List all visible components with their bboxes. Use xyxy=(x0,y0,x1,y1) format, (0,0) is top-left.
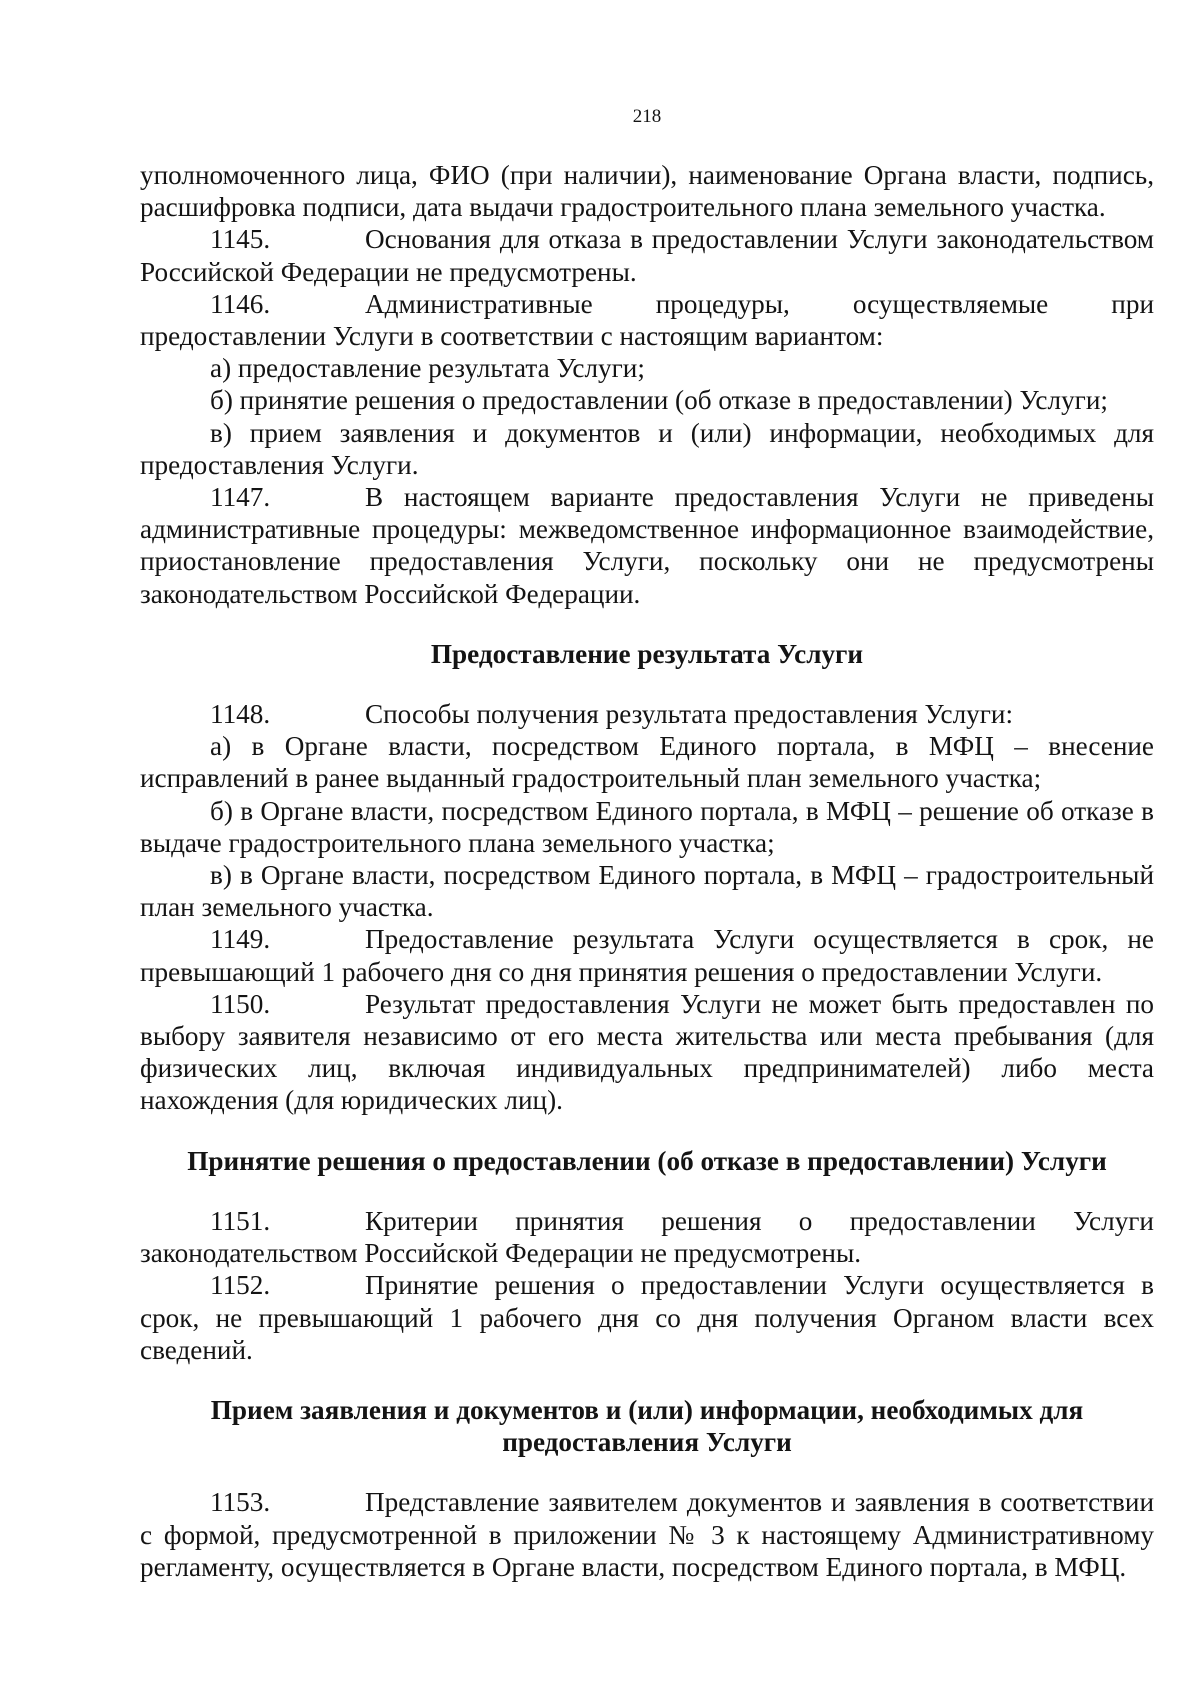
numbered-paragraph xyxy=(140,288,1154,352)
paragraph xyxy=(140,384,1154,416)
paragraph xyxy=(140,352,1154,384)
paragraph-number: 1146. xyxy=(210,288,271,319)
paragraph-text: Административные процедуры, осуществляемые при предоставлении Услуги в соответствии с настоящим вариантом: xyxy=(140,288,1154,352)
paragraph-number: 1147. xyxy=(210,482,271,513)
paragraph-number: 1150. xyxy=(210,988,271,1019)
numbered-paragraph xyxy=(140,481,1154,610)
paragraph-text: Принятие решения о предоставлении Услуги осуществляется в срок, не превышающий 1 рабочего дня со дня получения Органом власти всех сведений. xyxy=(140,1270,1154,1365)
paragraph-text: а) в Органе власти, посредством Единого портала, в МФЦ – внесение исправлений в ранее выданный градостроительный план земельного участка; xyxy=(140,731,1154,794)
paragraph-number: 1145. xyxy=(210,224,271,255)
paragraph-text: Основания для отказа в предоставлении Услуги законодательством Российской Федерации не предусмотрены. xyxy=(140,224,1154,287)
section-intro xyxy=(140,159,1154,610)
heading-decision: Принятие решения о предоставлении (об отказе в предоставлении) Услуги xyxy=(187,1145,1107,1176)
paragraph-text: в) в Органе власти, посредством Единого портала, в МФЦ – градостроительный план земельного участка. xyxy=(140,860,1154,923)
paragraph xyxy=(140,795,1154,859)
paragraph-number: 1149. xyxy=(210,924,271,955)
page-number: 218 xyxy=(632,106,662,127)
heading-result: Предоставление результата Услуги xyxy=(430,638,864,669)
numbered-paragraph xyxy=(140,223,1154,287)
numbered-paragraph xyxy=(140,1269,1154,1366)
paragraph-text: Критерии принятия решения о предоставлении Услуги законодательством Российской Федерации не предусмотрены. xyxy=(140,1205,1154,1269)
paragraph xyxy=(140,730,1154,794)
paragraph xyxy=(140,859,1154,923)
paragraph-text: Представление заявителем документов и заявления в соответствии с формой, предусмотренной в приложении № 3 к настоящему Административному регламенту, осуществляется в Органе власти, посредством Единого портала, в МФЦ. xyxy=(140,1487,1154,1582)
numbered-paragraph xyxy=(140,1486,1154,1583)
paragraph-text: уполномоченного лица, ФИО (при наличии), наименование Органа власти, подпись, расшифровка подписи, дата выдачи градостроительного плана земельного участка. xyxy=(140,160,1154,223)
paragraph-number: 1148. xyxy=(210,699,271,730)
paragraph-text: б) принятие решения о предоставлении (об отказе в предоставлении) Услуги; xyxy=(210,385,1108,416)
paragraph-number: 1153. xyxy=(210,1487,271,1518)
section-application xyxy=(140,1486,1154,1583)
paragraph xyxy=(140,417,1154,481)
paragraph-text: В настоящем варианте предоставления Услуги не приведены административные процедуры: межведомственное информационное взаимодействие, приостановление предоставления Услуги, поскольку они не предусмотрены законодательством Российской Федерации. xyxy=(140,482,1154,609)
numbered-paragraph xyxy=(140,698,1154,730)
paragraph-text: б) в Органе власти, посредством Единого портала, в МФЦ – решение об отказе в выдаче градостроительного плана земельного участка; xyxy=(140,795,1154,858)
heading-application xyxy=(140,1394,1154,1458)
paragraph-text: Результат предоставления Услуги не может быть предоставлен по выбору заявителя независимо от его места жительства или места пребывания (для физических лиц, включая индивидуальных предпринимателей) либо места нахождения (для юридических лиц). xyxy=(140,988,1154,1116)
section-result xyxy=(140,698,1154,1117)
paragraph-number: 1152. xyxy=(210,1270,271,1301)
heading-application-line1: Прием заявления и документов и (или) информации, необходимых для xyxy=(210,1394,1084,1425)
paragraph-text: а) предоставление результата Услуги; xyxy=(210,353,645,384)
numbered-paragraph xyxy=(140,1205,1154,1269)
paragraph-text: в) прием заявления и документов и (или) информации, необходимых для предоставления Услуги. xyxy=(140,417,1154,480)
heading-application-line2: предоставления Услуги xyxy=(502,1427,792,1458)
paragraph-text: Предоставление результата Услуги осуществляется в срок, не превышающий 1 рабочего дня со дня принятия решения о предоставлении Услуги. xyxy=(140,924,1154,987)
numbered-paragraph xyxy=(140,923,1154,987)
document-page xyxy=(140,105,1154,1583)
paragraph xyxy=(140,159,1154,223)
paragraph-number: 1151. xyxy=(210,1205,271,1236)
numbered-paragraph xyxy=(140,988,1154,1117)
section-decision xyxy=(140,1205,1154,1366)
paragraph-text: Способы получения результата предоставления Услуги: xyxy=(365,699,1014,730)
